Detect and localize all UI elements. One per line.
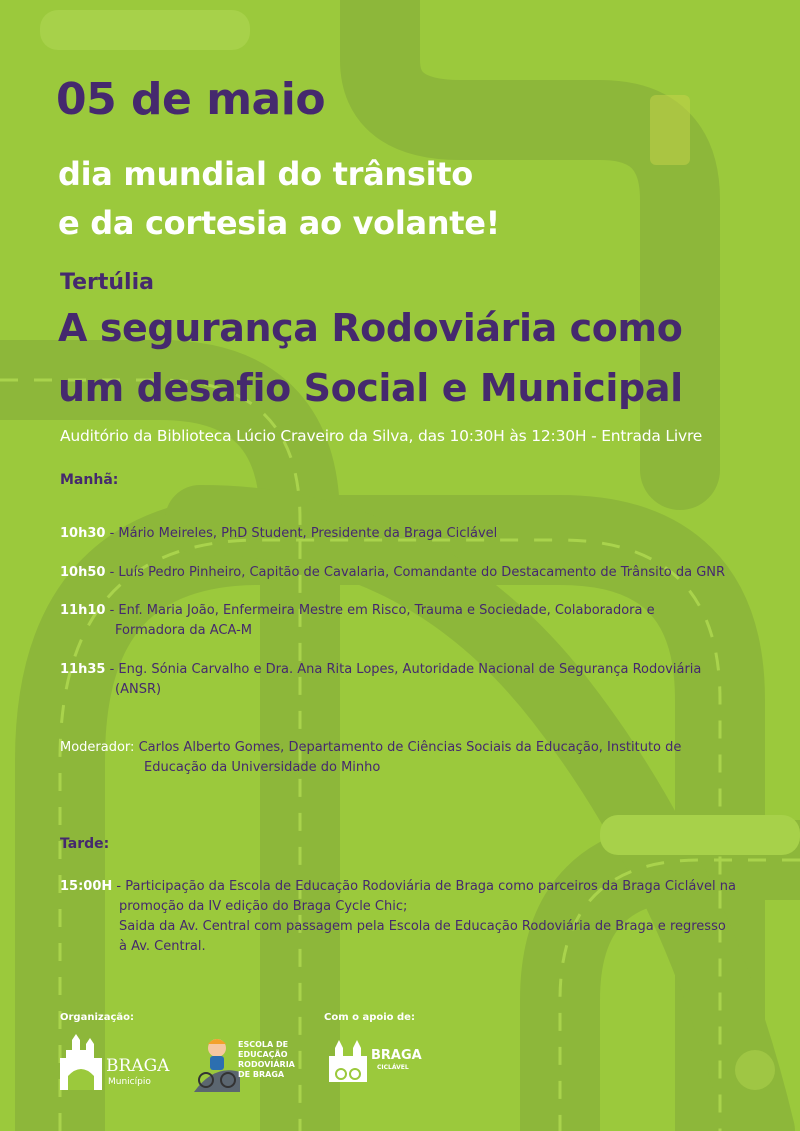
schedule-time: 11h35 [60,662,106,677]
event-title-line-2: um desafio Social e Municipal [58,366,683,410]
logo-subname: CICLÁVEL [377,1064,409,1071]
subtitle-line-2: e da cortesia ao volante! [58,204,500,242]
schedule-text: Mário Meireles, PhD Student, Presidente da Braga Ciclável [118,526,498,541]
subtitle-line-1: dia mundial do trânsito [58,155,473,193]
schedule-text: Luís Pedro Pinheiro, Capitão de Cavalaria, Comandante do Destacamento de Trânsito da GNR [118,565,726,580]
schedule-item: 10h50 - Luís Pedro Pinheiro, Capitão de Cavalaria, Comandante do Destacamento de Trânsito da GNR [60,565,726,580]
schedule-text-continued: (ANSR) [115,682,162,697]
logo-name: BRAGA [371,1048,422,1063]
event-date: 05 de maio [56,74,326,125]
schedule-text: Eng. Sónia Carvalho e Dra. Ana Rita Lopes, Autoridade Nacional de Segurança Rodoviária [118,662,702,677]
schedule-item: 11h35 - Eng. Sónia Carvalho e Dra. Ana Rita Lopes, Autoridade Nacional de Segurança Rodoviária (ANSR) [60,660,780,700]
organization-label: Organização: [60,1012,134,1023]
moderator-text: Carlos Alberto Gomes, Departamento de Ciências Sociais da Educação, Instituto de [138,740,682,755]
schedule-time: 10h30 [60,526,106,541]
schedule-item: 15:00H - Participação da Escola de Educação Rodoviária de Braga como parceiros da Braga Ciclável na promoção da IV edição do Braga Cycle Chic; Saida da Av. Central com passagem pela Escola de Educação Rodoviária de Braga e regresso à Av. Central. [60,877,780,957]
schedule-time: 10h50 [60,565,106,580]
support-label: Com o apoio de: [324,1012,415,1023]
event-title-line-1: A segurança Rodoviária como [58,306,683,350]
escola-educacao-rodoviaria-logo [194,1034,304,1094]
logo-name: BRAGA [106,1056,170,1076]
venue-info: Auditório da Biblioteca Lúcio Craveiro da Silva, das 10:30H às 12:30H - Entrada Livre [60,427,703,445]
schedule-item: 11h10 - Enf. Maria João, Enfermeira Mestre em Risco, Trauma e Sociedade, Colaboradora e Formadora da ACA-M [60,601,780,641]
schedule-time: 15:00H [60,879,113,894]
logo-line: EDUCAÇÃO [238,1050,288,1059]
schedule-text-continued: Saida da Av. Central com passagem pela Escola de Educação Rodoviária de Braga e regresso [119,919,726,934]
logo-subname: Município [108,1077,151,1087]
morning-heading: Manhã: [60,472,119,488]
braga-ciclavel-logo [327,1034,427,1086]
cathedral-bicycle-icon [327,1034,369,1084]
castle-icon [58,1032,104,1092]
event-kicker: Tertúlia [60,270,154,295]
logo-line: ESCOLA DE [238,1040,289,1049]
schedule-text-continued: promoção da IV edição do Braga Cycle Chic; [119,899,408,914]
schedule-text: Participação da Escola de Educação Rodoviária de Braga como parceiros da Braga Ciclável na [125,879,736,894]
schedule-text-continued: Formadora da ACA-M [115,623,252,638]
moderator-text-continued: Educação da Universidade do Minho [144,760,381,775]
moderator-label: Moderador: [60,740,135,755]
logo-line: DE BRAGA [238,1070,285,1079]
afternoon-heading: Tarde: [60,836,110,852]
braga-municipio-logo [58,1032,178,1094]
schedule-item: 10h30 - Mário Meireles, PhD Student, Presidente da Braga Ciclável [60,526,498,541]
schedule-text-continued: à Av. Central. [119,939,206,954]
schedule-time: 11h10 [60,603,106,618]
schedule-text: Enf. Maria João, Enfermeira Mestre em Risco, Trauma e Sociedade, Colaboradora e [118,603,655,618]
cyclist-child-icon [194,1034,240,1092]
moderator-entry [60,738,780,778]
logo-line: RODOVIÁRIA [238,1060,295,1069]
